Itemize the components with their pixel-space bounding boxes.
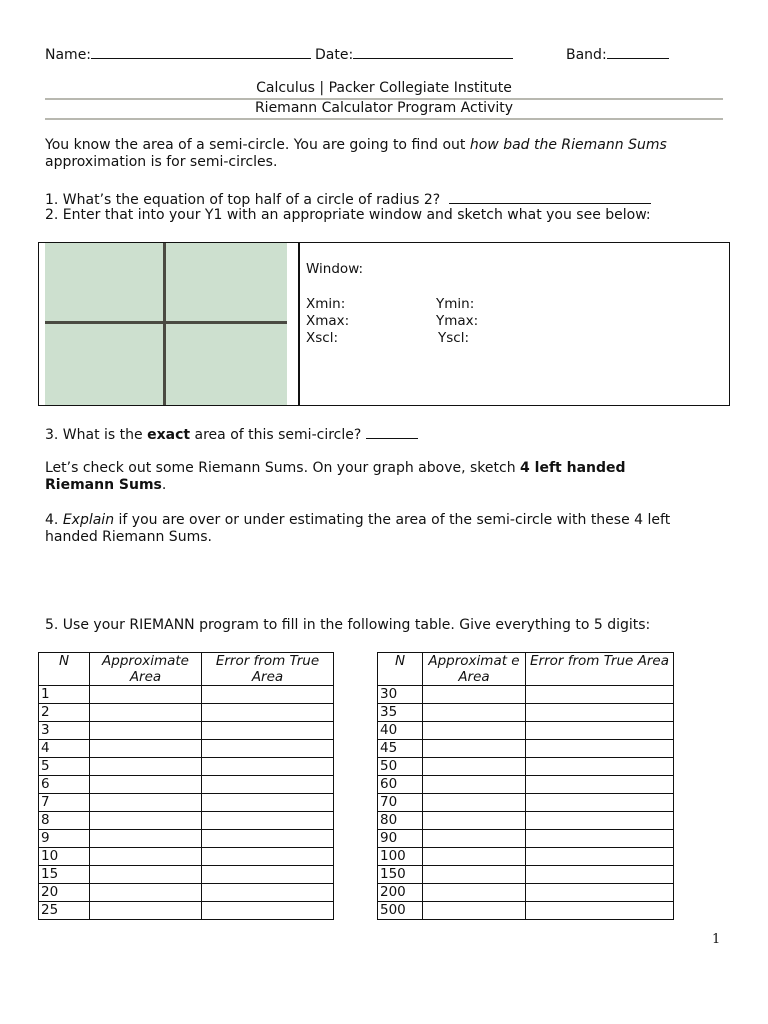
window-xmax: Xmax: bbox=[306, 313, 350, 329]
approx-area-cell[interactable] bbox=[90, 830, 202, 848]
question-3-answer-blank[interactable] bbox=[366, 425, 418, 439]
approx-area-cell[interactable] bbox=[90, 686, 202, 704]
error-cell[interactable] bbox=[202, 812, 334, 830]
row-n-value: 70 bbox=[378, 794, 423, 812]
table-row bbox=[39, 704, 334, 722]
error-cell[interactable] bbox=[526, 740, 674, 758]
approx-area-cell[interactable] bbox=[90, 812, 202, 830]
question-2: 2. Enter that into your Y1 with an appropriate window and sketch what you see below: bbox=[45, 207, 651, 223]
results-table-left bbox=[38, 652, 334, 920]
question-4-emphasis: Explain bbox=[62, 512, 115, 528]
row-n-value: 100 bbox=[378, 848, 423, 866]
approx-area-cell[interactable] bbox=[423, 740, 526, 758]
col-header-approx: Approximat e Area bbox=[423, 653, 526, 686]
table-row bbox=[378, 686, 674, 704]
sketch-divider bbox=[298, 243, 300, 405]
table-row bbox=[39, 686, 334, 704]
name-label: Name: bbox=[45, 47, 92, 63]
question-1-text: 1. What’s the equation of top half of a circle of radius 2? bbox=[45, 192, 441, 208]
band-blank[interactable] bbox=[607, 45, 669, 59]
window-ymin: Ymin: bbox=[436, 296, 475, 312]
riemann-instruction-bold: 4 left handed bbox=[520, 460, 626, 476]
intro-text-cont: approximation is for semi-circles. bbox=[45, 154, 278, 170]
approx-area-cell[interactable] bbox=[90, 776, 202, 794]
table-row bbox=[378, 848, 674, 866]
approx-area-cell[interactable] bbox=[423, 848, 526, 866]
row-n-value: 10 bbox=[39, 848, 90, 866]
table-row bbox=[39, 776, 334, 794]
question-3 bbox=[45, 425, 418, 443]
error-cell[interactable] bbox=[202, 884, 334, 902]
table-row bbox=[378, 884, 674, 902]
approx-area-cell[interactable] bbox=[90, 902, 202, 920]
riemann-instruction bbox=[45, 460, 725, 494]
table-row bbox=[378, 776, 674, 794]
table-row bbox=[378, 794, 674, 812]
calculator-graph-area[interactable] bbox=[45, 243, 287, 405]
row-n-value: 500 bbox=[378, 902, 423, 920]
row-n-value: 15 bbox=[39, 866, 90, 884]
row-n-value: 9 bbox=[39, 830, 90, 848]
row-n-value: 6 bbox=[39, 776, 90, 794]
approx-area-cell[interactable] bbox=[90, 758, 202, 776]
question-4-text: if you are over or under estimating the area of the semi-circle with these 4 left bbox=[114, 512, 671, 528]
band-field[interactable] bbox=[566, 45, 669, 63]
course-title: Calculus | Packer Collegiate Institute bbox=[256, 80, 512, 96]
approx-area-cell[interactable] bbox=[423, 776, 526, 794]
y-axis bbox=[163, 243, 166, 405]
row-n-value: 1 bbox=[39, 686, 90, 704]
table-header-row bbox=[39, 653, 334, 686]
question-3-text: 3. What is the bbox=[45, 427, 148, 443]
error-cell[interactable] bbox=[526, 776, 674, 794]
table-row bbox=[39, 794, 334, 812]
approx-area-cell[interactable] bbox=[423, 884, 526, 902]
question-5: 5. Use your RIEMANN program to fill in the following table. Give everything to 5 digits: bbox=[45, 617, 651, 633]
approx-area-cell[interactable] bbox=[423, 686, 526, 704]
row-n-value: 20 bbox=[39, 884, 90, 902]
approx-area-cell[interactable] bbox=[90, 884, 202, 902]
error-cell[interactable] bbox=[526, 686, 674, 704]
approx-area-cell[interactable] bbox=[90, 794, 202, 812]
approx-area-cell[interactable] bbox=[423, 866, 526, 884]
approx-area-cell[interactable] bbox=[423, 830, 526, 848]
band-label: Band: bbox=[566, 47, 607, 63]
error-cell[interactable] bbox=[202, 830, 334, 848]
approx-area-cell[interactable] bbox=[90, 740, 202, 758]
row-n-value: 45 bbox=[378, 740, 423, 758]
error-cell[interactable] bbox=[526, 812, 674, 830]
row-n-value: 3 bbox=[39, 722, 90, 740]
error-cell[interactable] bbox=[202, 704, 334, 722]
row-n-value: 40 bbox=[378, 722, 423, 740]
error-cell[interactable] bbox=[526, 722, 674, 740]
name-field[interactable] bbox=[45, 45, 311, 63]
table-row bbox=[378, 830, 674, 848]
title-rule-bottom bbox=[45, 118, 723, 120]
intro-text: You know the area of a semi-circle. You are going to find out bbox=[45, 137, 470, 153]
col-header-approx: Approximate Area bbox=[90, 653, 202, 686]
window-heading: Window: bbox=[306, 261, 364, 277]
row-n-value: 30 bbox=[378, 686, 423, 704]
date-field[interactable] bbox=[315, 45, 513, 63]
table-row bbox=[39, 902, 334, 920]
question-4-text-cont: handed Riemann Sums. bbox=[45, 529, 212, 545]
question-4 bbox=[45, 512, 725, 546]
approx-area-cell[interactable] bbox=[90, 722, 202, 740]
row-n-value: 5 bbox=[39, 758, 90, 776]
error-cell[interactable] bbox=[202, 794, 334, 812]
question-4-number: 4. bbox=[45, 512, 63, 528]
name-blank[interactable] bbox=[91, 45, 311, 59]
row-n-value: 35 bbox=[378, 704, 423, 722]
approx-area-cell[interactable] bbox=[423, 722, 526, 740]
table-row bbox=[39, 722, 334, 740]
error-cell[interactable] bbox=[526, 758, 674, 776]
error-cell[interactable] bbox=[202, 686, 334, 704]
row-n-value: 2 bbox=[39, 704, 90, 722]
col-header-error: Error from True Area bbox=[202, 653, 334, 686]
row-n-value: 8 bbox=[39, 812, 90, 830]
error-cell[interactable] bbox=[526, 866, 674, 884]
question-1 bbox=[45, 190, 651, 208]
row-n-value: 25 bbox=[39, 902, 90, 920]
error-cell[interactable] bbox=[526, 902, 674, 920]
error-cell[interactable] bbox=[526, 794, 674, 812]
intro-emphasis: how bad the Riemann Sums bbox=[469, 137, 667, 153]
table-row bbox=[39, 812, 334, 830]
error-cell[interactable] bbox=[526, 848, 674, 866]
error-cell[interactable] bbox=[526, 830, 674, 848]
row-n-value: 80 bbox=[378, 812, 423, 830]
question-3-bold: exact bbox=[147, 427, 191, 443]
row-n-value: 60 bbox=[378, 776, 423, 794]
activity-title: Riemann Calculator Program Activity bbox=[254, 100, 514, 116]
results-table-right bbox=[377, 652, 674, 920]
date-blank[interactable] bbox=[353, 45, 513, 59]
table-row bbox=[378, 866, 674, 884]
window-xscl: Xscl: bbox=[306, 330, 339, 346]
date-label: Date: bbox=[315, 47, 354, 63]
table-row bbox=[378, 704, 674, 722]
table-row bbox=[39, 866, 334, 884]
error-cell[interactable] bbox=[202, 722, 334, 740]
approx-area-cell[interactable] bbox=[90, 848, 202, 866]
table-row bbox=[378, 902, 674, 920]
window-ymax: Ymax: bbox=[436, 313, 479, 329]
table-row bbox=[378, 812, 674, 830]
riemann-instruction-bold-2: Riemann Sums bbox=[45, 477, 162, 493]
question-1-answer-blank[interactable] bbox=[449, 190, 651, 204]
approx-area-cell[interactable] bbox=[423, 902, 526, 920]
table-row bbox=[39, 884, 334, 902]
table-row bbox=[39, 830, 334, 848]
error-cell[interactable] bbox=[526, 884, 674, 902]
intro-paragraph bbox=[45, 137, 725, 171]
approx-area-cell[interactable] bbox=[90, 866, 202, 884]
approx-area-cell[interactable] bbox=[423, 704, 526, 722]
error-cell[interactable] bbox=[202, 902, 334, 920]
row-n-value: 7 bbox=[39, 794, 90, 812]
table-row bbox=[39, 740, 334, 758]
table-row bbox=[39, 848, 334, 866]
approx-area-cell[interactable] bbox=[423, 812, 526, 830]
table-row bbox=[378, 722, 674, 740]
col-header-error: Error from True Area bbox=[526, 653, 674, 686]
window-xmin: Xmin: bbox=[306, 296, 346, 312]
approx-area-cell[interactable] bbox=[423, 758, 526, 776]
error-cell[interactable] bbox=[202, 740, 334, 758]
question-3-text-end: area of this semi-circle? bbox=[190, 427, 362, 443]
error-cell[interactable] bbox=[202, 776, 334, 794]
error-cell[interactable] bbox=[202, 758, 334, 776]
row-n-value: 90 bbox=[378, 830, 423, 848]
table-header-row bbox=[378, 653, 674, 686]
riemann-instruction-period: . bbox=[161, 477, 167, 493]
row-n-value: 4 bbox=[39, 740, 90, 758]
approx-area-cell[interactable] bbox=[423, 794, 526, 812]
row-n-value: 50 bbox=[378, 758, 423, 776]
row-n-value: 150 bbox=[378, 866, 423, 884]
table-row bbox=[39, 758, 334, 776]
window-yscl: Yscl: bbox=[438, 330, 470, 346]
table-row bbox=[378, 740, 674, 758]
error-cell[interactable] bbox=[526, 704, 674, 722]
x-axis bbox=[45, 321, 287, 324]
col-header-n: N bbox=[378, 653, 423, 686]
error-cell[interactable] bbox=[202, 866, 334, 884]
error-cell[interactable] bbox=[202, 848, 334, 866]
col-header-n: N bbox=[39, 653, 90, 686]
page-number: 1 bbox=[712, 932, 721, 947]
table-row bbox=[378, 758, 674, 776]
approx-area-cell[interactable] bbox=[90, 704, 202, 722]
riemann-instruction-text: Let’s check out some Riemann Sums. On your graph above, sketch bbox=[45, 460, 521, 476]
row-n-value: 200 bbox=[378, 884, 423, 902]
